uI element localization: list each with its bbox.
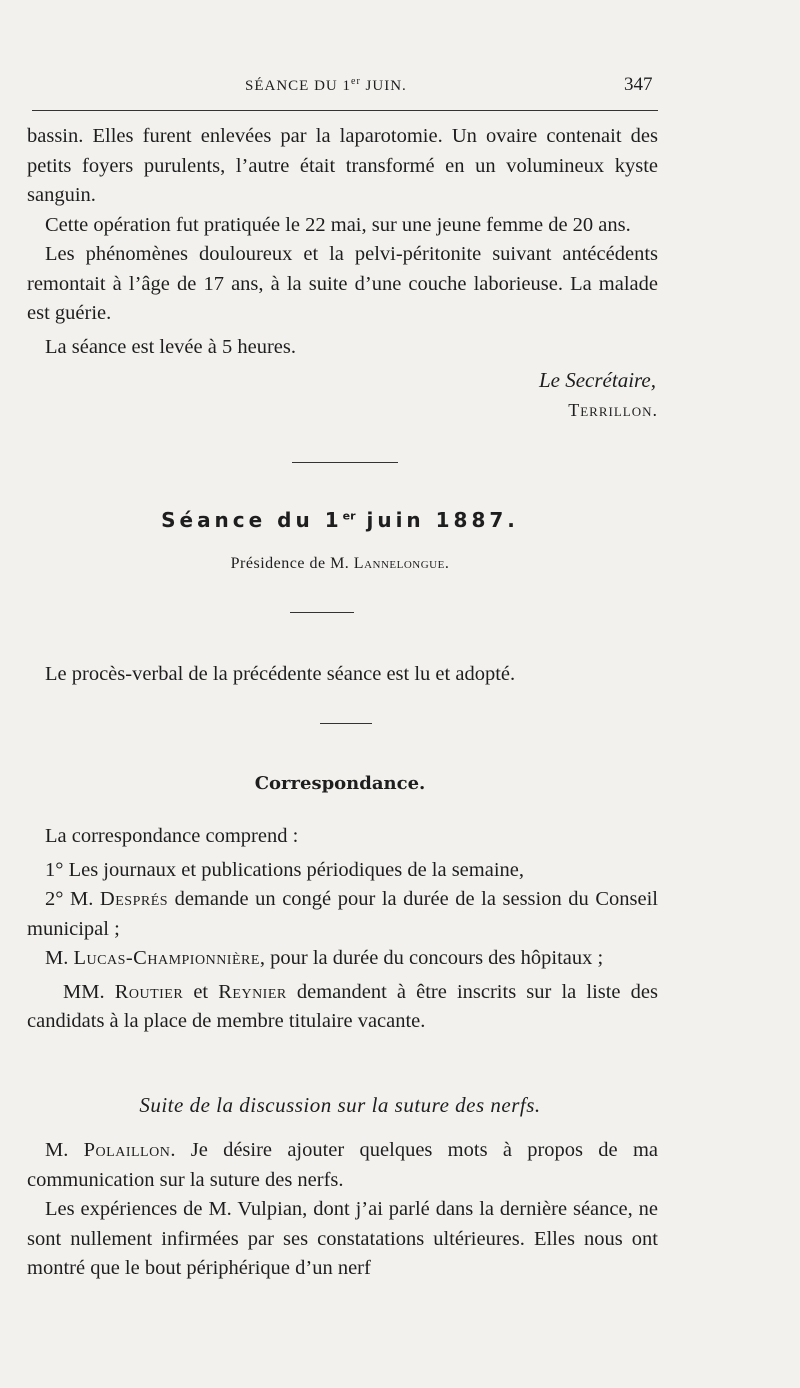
page-number: 347 [624,74,653,95]
running-title-sup: er [351,76,361,87]
presidence-line: Présidence de M. Lannelongue. [230,555,450,572]
paragraph-phenomenes: Les phénomènes douloureux et la pelvi-péritonite suivant antécédents remontait à l’âge de 17 ans, à la suite d’une couche laborieuse. La malade est guérie. [27,243,658,324]
running-header [0,72,800,98]
section-divider-small [290,612,354,613]
paragraph-vulpian: Les expériences de M. Vulpian, dont j’ai parlé dans la dernière séance, ne sont nullement infirmées par ses constatations ultérieures. Elles nous ont montré que le bout périphérique d’un nerf [27,1198,658,1279]
correspondance-intro: La correspondance comprend : [45,825,299,847]
signature-role: Le Secrétaire, [538,368,656,392]
paragraph-bassin: bassin. Elles furent enlevées par la laparotomie. Un ovaire contenait des petits foyers purulents, l’autre était transformé en un volumineux kyste sanguin. [27,125,658,206]
correspondance-item-1: 1° Les journaux et publications périodiques de la semaine, [45,858,524,881]
running-title: SÉANCE DU 1er JUIN. [245,76,407,94]
suite-discussion-heading: Suite de la discussion sur la suture des nerfs. [139,1093,541,1117]
name-reynier: Reynier [218,980,287,1003]
president-name: Lannelongue. [353,555,450,572]
section-divider [292,462,398,463]
suite-section [27,1136,658,1284]
proces-verbal [27,660,658,690]
paragraph-proces-verbal: Le procès-verbal de la précédente séance est lu et adopté. [45,663,516,685]
name-routier: Routier [114,980,184,1003]
name-despres: Després [99,888,169,910]
paragraph-polaillon: M. Polaillon. Je désire ajouter quelques mots à propos de ma communication sur la suture des nerfs. [27,1139,658,1191]
name-polaillon: Polaillon [83,1139,171,1161]
correspondance-item-2: 2° M. Després demande un congé pour la durée de la session du Conseil municipal ; [27,888,658,940]
correspondance-section [27,822,658,1037]
signature-name: Terrillon. [568,399,658,420]
correspondance-item-4: MM. Routier et Reynier demandent à être inscrits sur la liste des candidats à la place de membre titulaire vacante. [27,980,658,1032]
correspondance-item-3: M. Lucas-Championnière, pour la durée du concours des hôpitaux ; [45,947,604,969]
paragraph-operation: Cette opération fut pratiquée le 22 mai, sur une jeune femme de 20 ans. [45,213,631,236]
closing-section [27,122,658,425]
header-rule [32,110,658,111]
correspondance-heading: Correspondance. [254,773,426,794]
paragraph-seance-levee: La séance est levée à 5 heures. [45,335,296,358]
name-lucas-championniere: Lucas-Championnière [73,947,260,969]
section-divider-small-2 [320,723,372,724]
seance-heading: Séance du 1er juin 1887. [161,508,519,532]
